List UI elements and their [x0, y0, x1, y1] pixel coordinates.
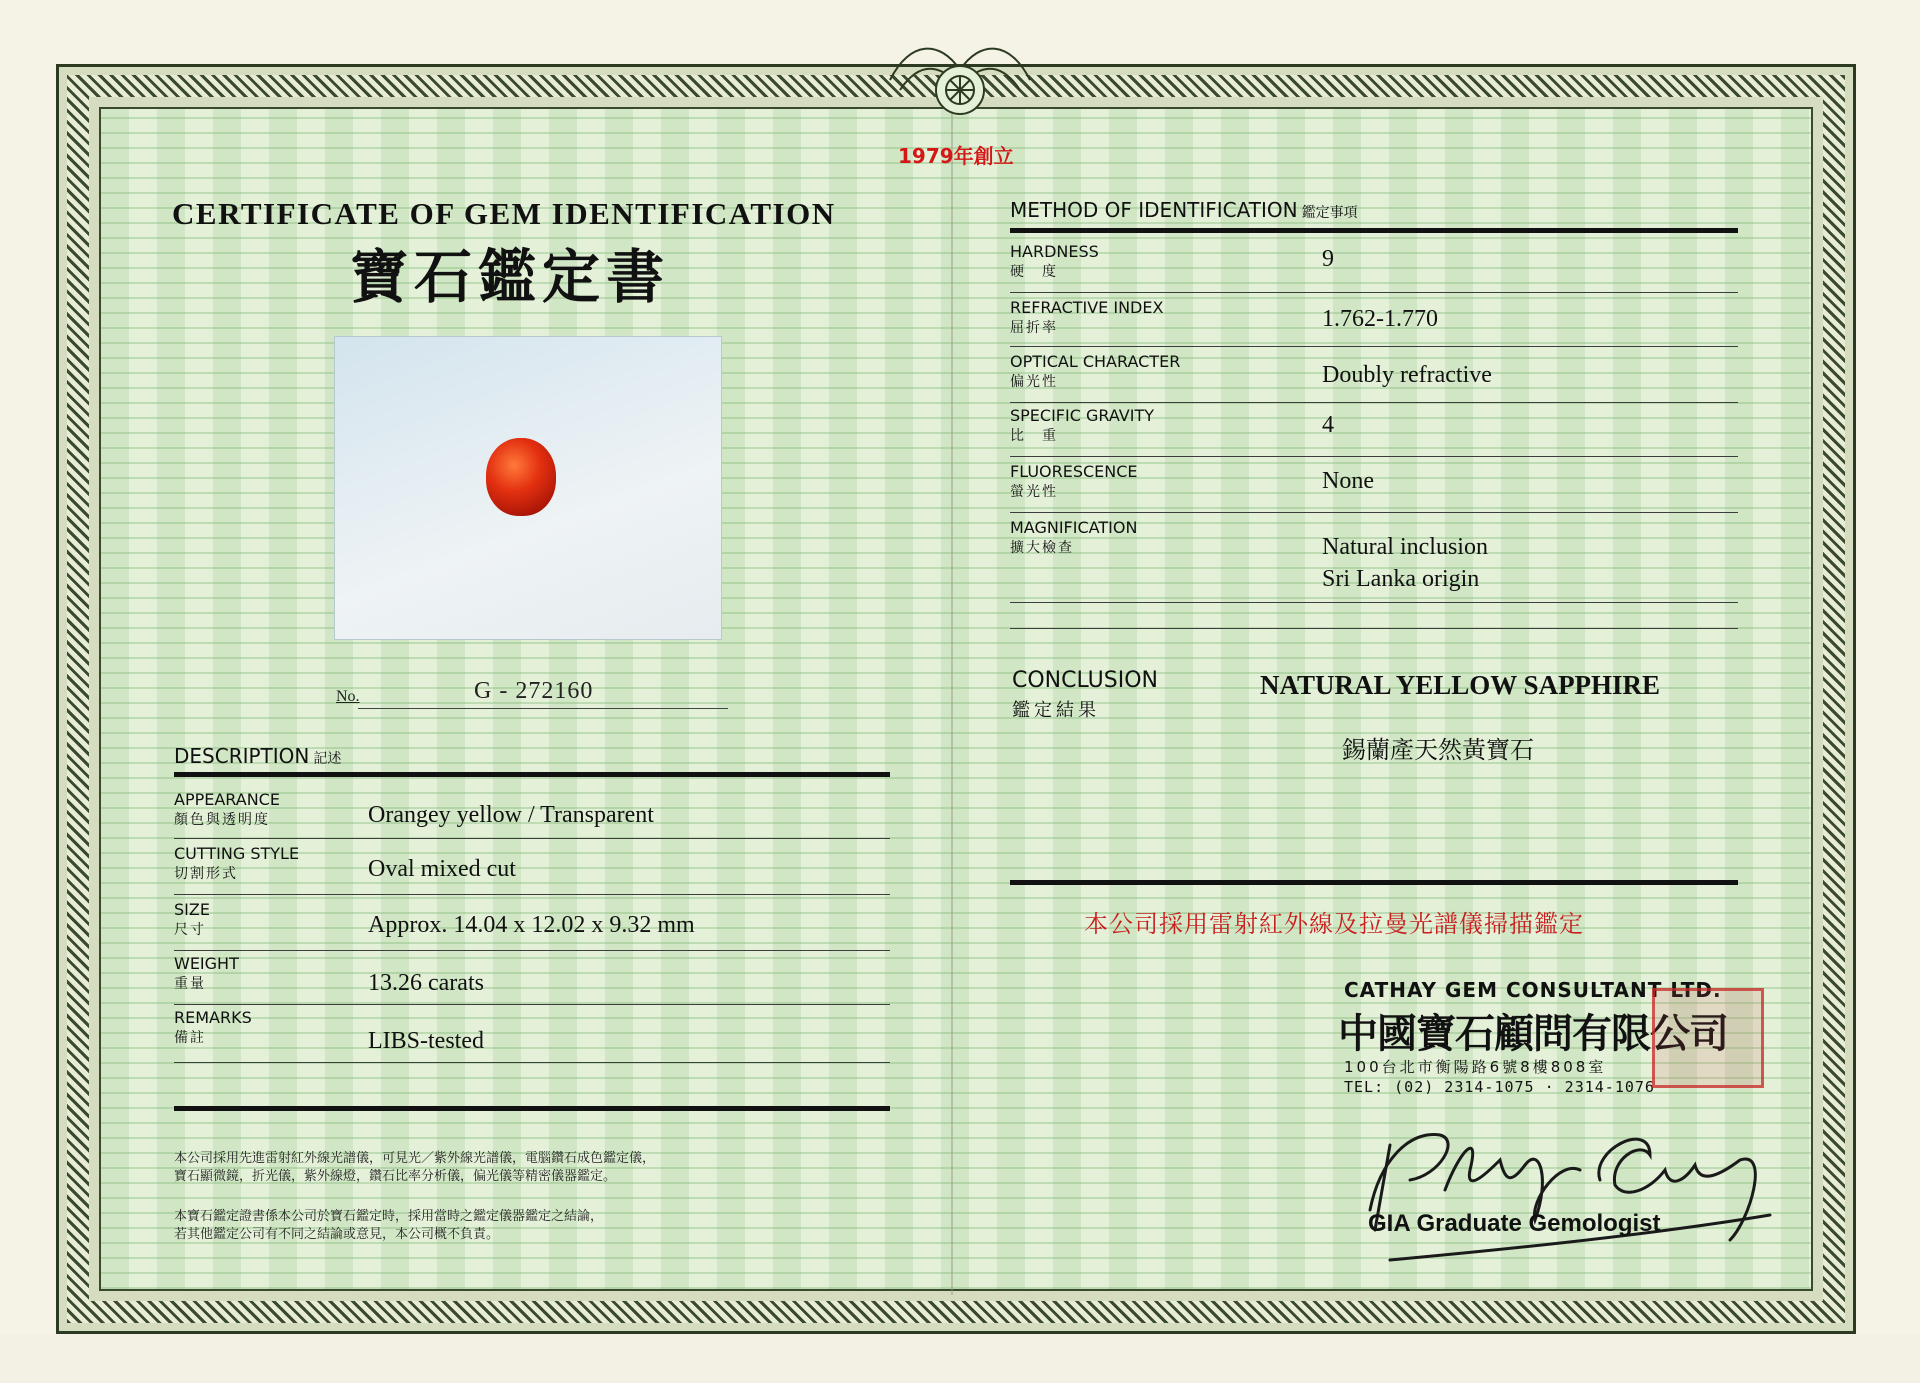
- magnification-value: Natural inclusion: [1322, 534, 1488, 560]
- divider: [174, 894, 890, 895]
- certificate-title-chinese: 寶石鑑定書: [350, 243, 671, 311]
- divider: [1010, 402, 1738, 403]
- appearance-label: APPEARANCE 顏色與透明度: [174, 790, 280, 828]
- appearance-value: Orangey yellow / Transparent: [368, 802, 654, 828]
- fluorescence-value: None: [1322, 468, 1374, 494]
- weight-label: WEIGHT 重量: [174, 954, 239, 992]
- divider: [1010, 512, 1738, 513]
- refractive-index-label: REFRACTIVE INDEX 屈折率: [1010, 298, 1164, 336]
- signature: [1350, 1100, 1790, 1280]
- gem-photo: [334, 336, 722, 640]
- laser-scan-note: 本公司採用雷射紅外線及拉曼光譜儀掃描鑑定: [1084, 910, 1584, 938]
- certificate-number-label: No.: [336, 688, 360, 705]
- conclusion-value-chinese: 錫蘭產天然黃寶石: [1342, 736, 1534, 764]
- divider: [1010, 456, 1738, 457]
- hardness-value: 9: [1322, 246, 1334, 272]
- company-name-chinese: 中國寶石顧問有限公司: [1338, 1011, 1728, 1057]
- divider: [1010, 292, 1738, 293]
- optical-character-label: OPTICAL CHARACTER 偏光性: [1010, 352, 1181, 390]
- disclaimer-note: 本寶石鑑定證書係本公司於寶石鑑定時，採用當時之鑑定儀器鑑定之結論， 若其他鑑定公司有不同之結論或意見，本公司概不負責。: [174, 1209, 604, 1242]
- conclusion-value: NATURAL YELLOW SAPPHIRE: [1260, 670, 1661, 700]
- gemologist-title: GIA Graduate Gemologist: [1368, 1210, 1661, 1237]
- method-heading: METHOD OF IDENTIFICATION 鑑定事項: [1010, 198, 1358, 222]
- gemstone-image: [486, 438, 556, 516]
- divider: [1010, 628, 1738, 629]
- origin-value: Sri Lanka origin: [1322, 566, 1480, 592]
- specific-gravity-label: SPECIFIC GRAVITY 比 重: [1010, 406, 1154, 444]
- remarks-label: REMARKS 備註: [174, 1008, 252, 1046]
- divider: [1010, 602, 1738, 603]
- company-name: CATHAY GEM CONSULTANT LTD.: [1344, 978, 1722, 1002]
- size-value: Approx. 14.04 x 12.02 x 9.32 mm: [368, 912, 695, 938]
- divider: [358, 708, 728, 709]
- magnification-label: MAGNIFICATION 擴大檢查: [1010, 518, 1138, 556]
- description-heading: DESCRIPTION 記述: [174, 744, 342, 768]
- cutting-style-label: CUTTING STYLE 切割形式: [174, 844, 300, 882]
- divider: [174, 1004, 890, 1005]
- company-seal-icon: [1652, 988, 1764, 1088]
- divider: [174, 1062, 890, 1063]
- certificate-number: G - 272160: [474, 678, 594, 704]
- hardness-label: HARDNESS 硬 度: [1010, 242, 1099, 280]
- refractive-index-value: 1.762-1.770: [1322, 306, 1438, 332]
- divider: [1010, 880, 1738, 885]
- divider: [174, 1106, 890, 1111]
- conclusion-label: CONCLUSION 鑑定結果: [1012, 668, 1158, 721]
- remarks-value: LIBS-tested: [368, 1028, 484, 1054]
- company-telephone: TEL: (02) 2314-1075 · 2314-1076: [1344, 1078, 1655, 1096]
- certificate-title: CERTIFICATE OF GEM IDENTIFICATION: [172, 196, 836, 231]
- divider: [174, 950, 890, 951]
- divider: [174, 838, 890, 839]
- fold-crease: [951, 80, 953, 1295]
- fluorescence-label: FLUORESCENCE 螢光性: [1010, 462, 1138, 500]
- instruments-note: 本公司採用先進雷射紅外線光譜儀，可見光／紫外線光譜儀，電腦鑽石成色鑑定儀， 寶石顯微鏡，折光儀，紫外線燈，鑽石比率分析儀，偏光儀等精密儀器鑑定。: [174, 1151, 656, 1184]
- crest-ornament-icon: [880, 20, 1040, 120]
- weight-value: 13.26 carats: [368, 970, 484, 996]
- size-label: SIZE 尺寸: [174, 900, 210, 938]
- optical-character-value: Doubly refractive: [1322, 362, 1492, 388]
- page-margin: [0, 1334, 1920, 1383]
- cutting-style-value: Oval mixed cut: [368, 856, 516, 882]
- divider: [1010, 228, 1738, 233]
- divider: [174, 772, 890, 777]
- company-address: 100台北市衡陽路6號8樓808室: [1344, 1058, 1607, 1076]
- divider: [1010, 346, 1738, 347]
- specific-gravity-value: 4: [1322, 412, 1334, 438]
- established-year: 1979年創立: [898, 144, 1014, 168]
